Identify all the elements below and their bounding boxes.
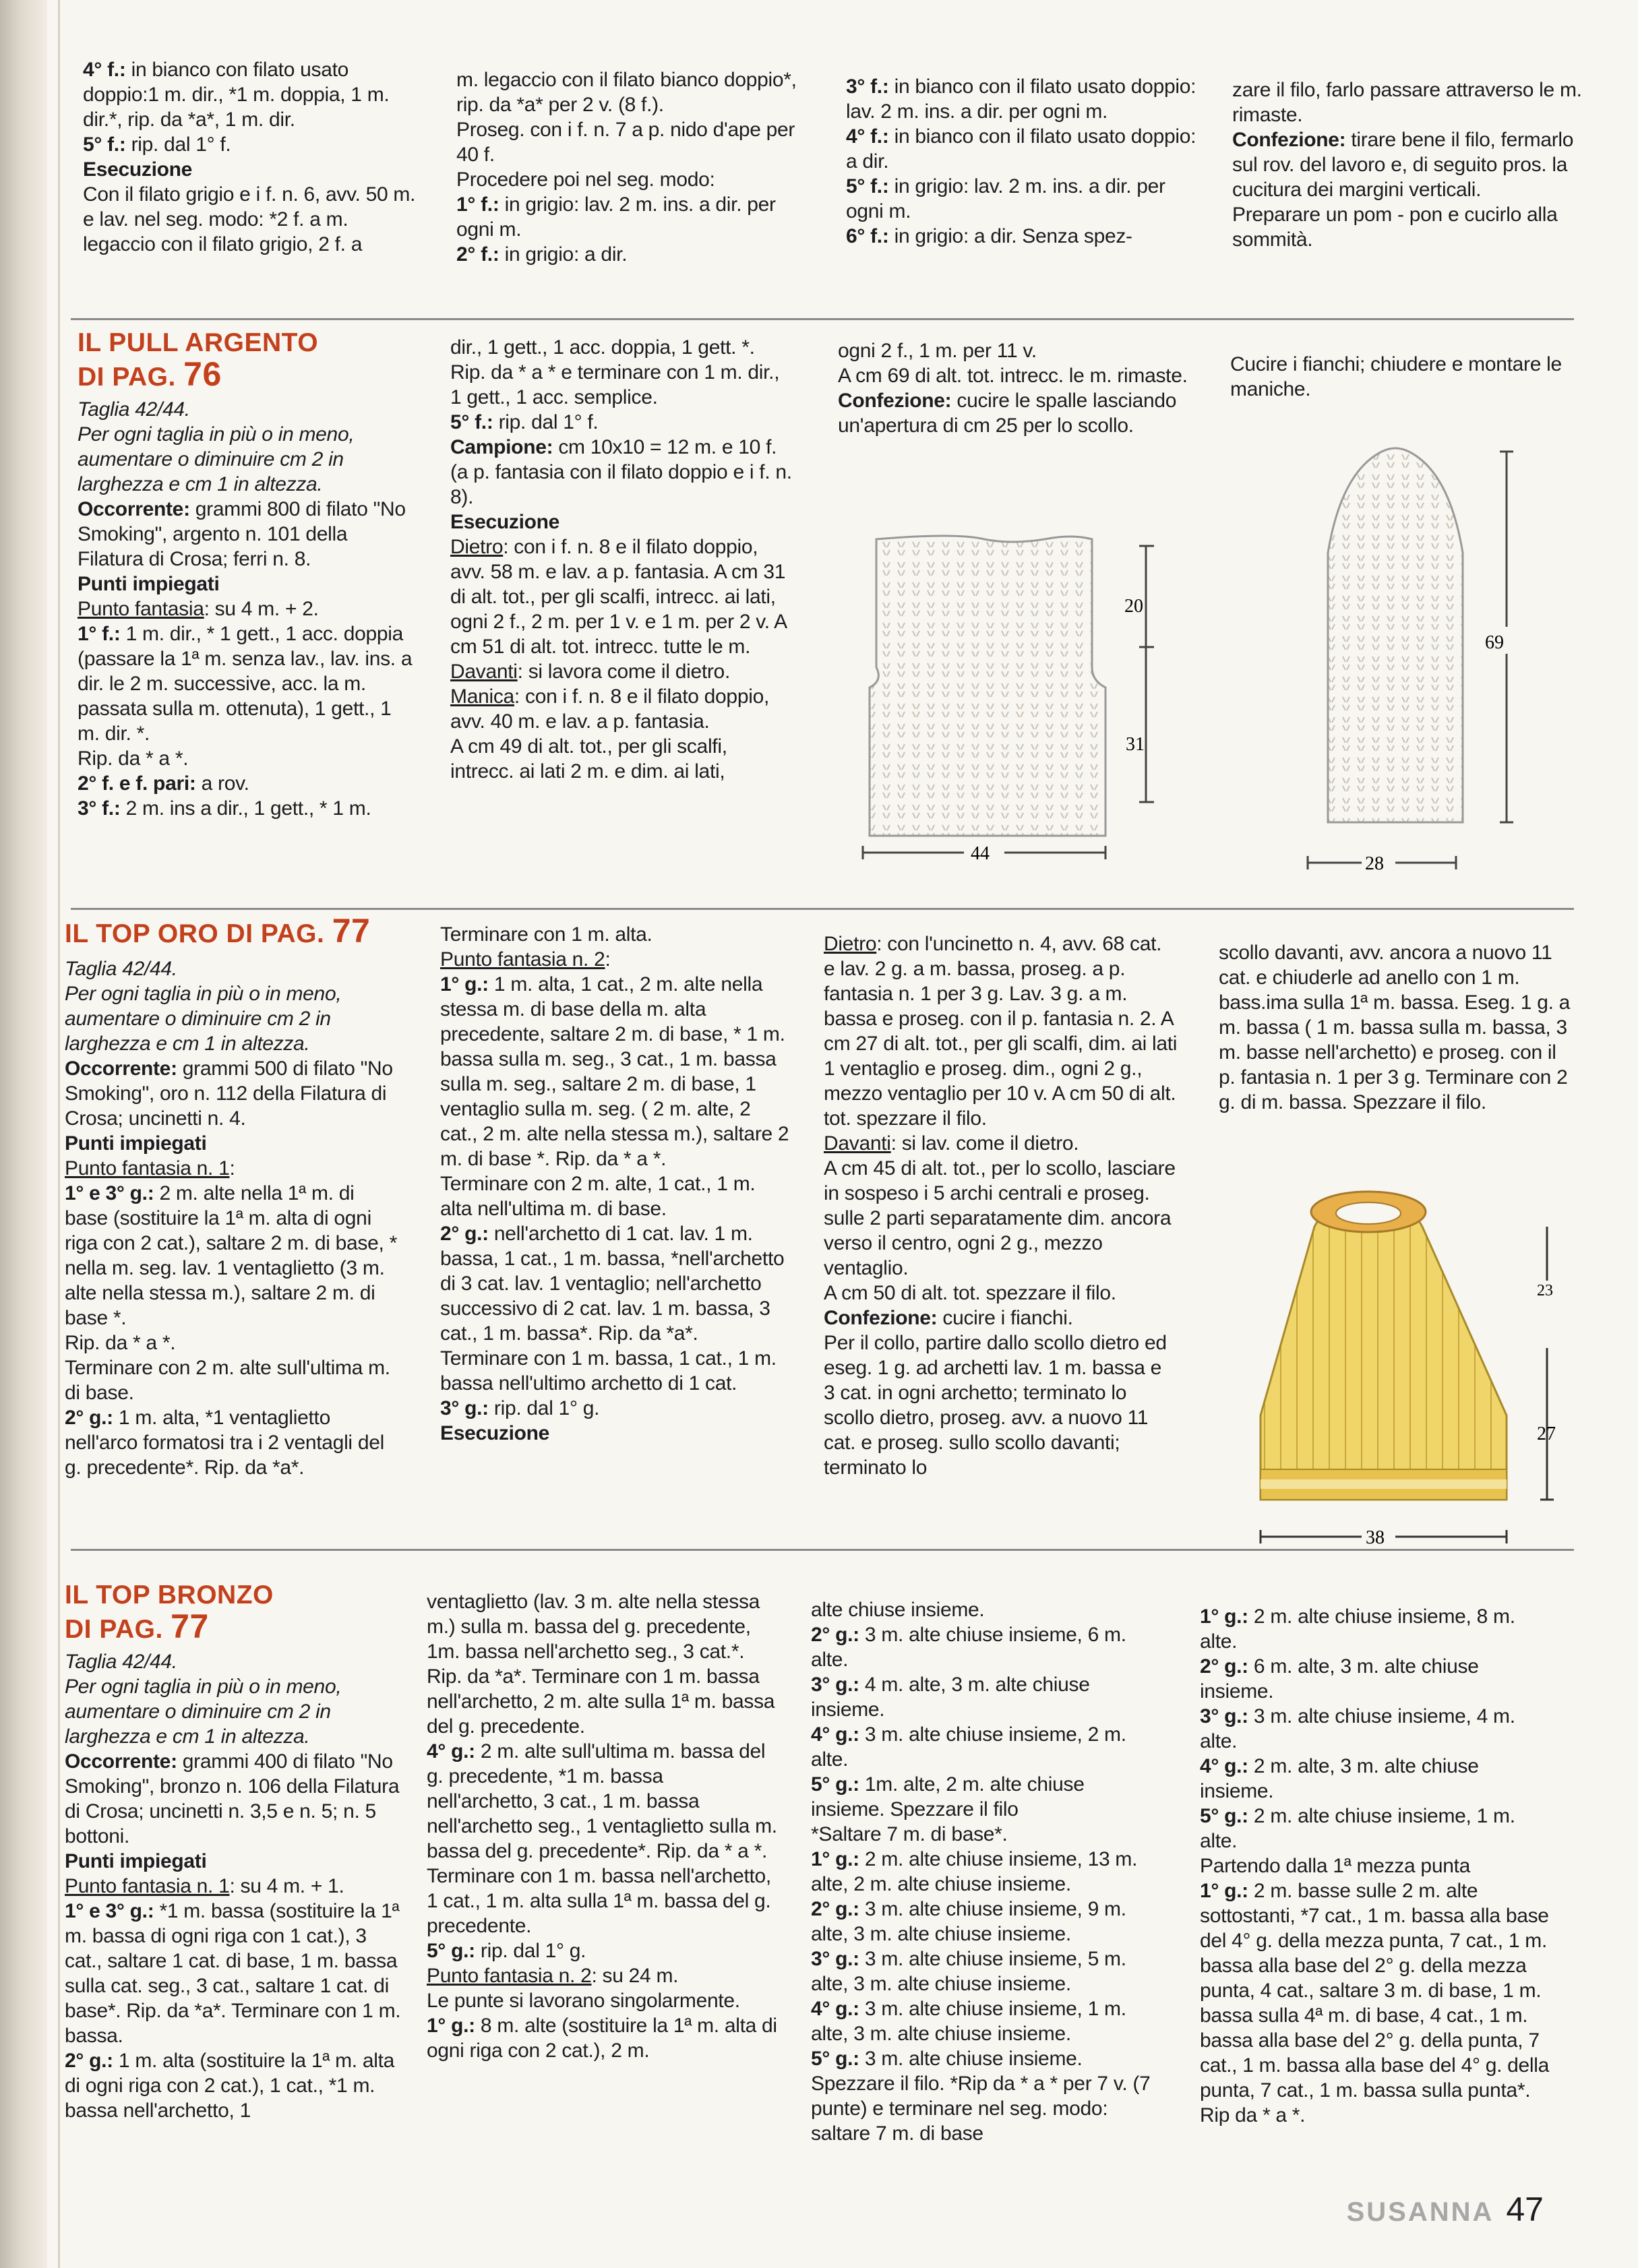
text-run: Per ogni taglia in più o in meno, aumentare o diminuire cm 2 in larghezza e cm 1 in altezza.: [78, 423, 355, 495]
paragraph: [811, 1772, 1161, 1822]
text-run: in grigio: a dir. Senza spez-: [888, 225, 1132, 247]
text-run: rip. dal 1° f.: [493, 411, 599, 433]
bold-label: 1° g.:: [427, 2015, 475, 2037]
text-run: Le punte si lavorano singolarmente.: [427, 1990, 740, 2012]
bold-label: 3° g.:: [811, 1948, 859, 1970]
text-run: 3 m. alte chiuse insieme, 1 m. alte, 3 m. alte chiuse insieme.: [811, 1998, 1126, 2045]
text-run: A cm 45 di alt. tot., per lo scollo, lasciare in sospeso i 5 archi centrali e proseg. sulle 2 parti separatamente dim. ancora verso il centro, ogni 2 g., mezzo ventaglio.: [824, 1157, 1176, 1279]
bold-label: Punti impiegati: [78, 573, 220, 595]
bold-label: Esecuzione: [83, 158, 193, 181]
paragraph: [846, 74, 1196, 124]
s1-title: IL PULL ARGENTO: [78, 328, 319, 357]
bold-label: Esecuzione: [450, 511, 560, 533]
fig1-width: 44: [971, 843, 990, 864]
paragraph: [65, 1156, 402, 1181]
text-run: A cm 69 di alt. tot. intrecc. le m. rimaste.: [838, 365, 1188, 387]
text-run: tirare bene il filo, fermarlo sul rov. del lavoro e, di seguito pros. la cucitura dei margini verticali.: [1232, 129, 1574, 201]
text-run: Cucire i fianchi; chiudere e montare le maniche.: [1230, 353, 1562, 400]
paragraph: [811, 1847, 1161, 1897]
text-run: : su 24 m.: [591, 1965, 679, 1987]
underlined-label: Punto fantasia n. 2: [440, 948, 605, 971]
text-run: 2 m. alte chiuse insieme, 8 m. alte.: [1200, 1605, 1515, 1653]
text-run: 3 m. alte chiuse insieme, 5 m. alte, 3 m. alte chiuse insieme.: [811, 1948, 1126, 1995]
text-run: Preparare un pom - pon e cucirlo alla sommità.: [1232, 204, 1558, 251]
paragraph: [78, 497, 415, 572]
bold-label: 1° g.:: [811, 1848, 859, 1870]
paragraph: [65, 1849, 402, 1874]
text-run: a rov.: [195, 772, 249, 795]
paragraph: [65, 1649, 402, 1674]
text-run: *1 m. bassa (sostituire la 1ª m. bassa di ogni riga con 1 cat.), 3 cat., saltare 1 cat. di base, 1 m. bassa sulla cat. seg., 3 cat., saltare 1 cat. di base*. Rip. da *a*. Terminare con 1 m. bassa.: [65, 1900, 401, 2047]
top-oro-schematic: [1240, 1186, 1577, 1577]
fig3-height-bottom: 27: [1537, 1423, 1556, 1444]
s1-col-3: [838, 338, 1192, 438]
text-run: nell'archetto di 1 cat. lav. 1 m. bassa, 1 cat., 1 m. bassa, *nell'archetto di 3 cat. lav. 1 ventaglio; nell'archetto successivo di 2 cat. lav. 1 m. bassa, 3 cat., 1 m. bassa*. Rip. da *a*. Terminare con 1 m. bassa, 1 cat., 1 m. bassa nell'ultimo archetto di 1 cat.: [440, 1223, 785, 1394]
text-run: 4 m. alte, 3 m. alte chiuse insieme.: [811, 1674, 1090, 1721]
text-run: 6 m. alte, 3 m. alte chiuse insieme.: [1200, 1655, 1479, 1703]
bold-label: 2° g.:: [440, 1223, 489, 1245]
paragraph: [846, 224, 1196, 249]
paragraph: [440, 1421, 791, 1446]
section-divider: [71, 908, 1574, 910]
paragraph: [65, 1674, 402, 1749]
paragraph: [1219, 940, 1573, 1115]
paragraph: [65, 1355, 402, 1405]
underlined-label: Davanti: [450, 661, 518, 683]
paragraph: [65, 1131, 402, 1156]
bold-label: Campione:: [450, 436, 553, 458]
text-run: Per il collo, partire dallo scollo dietro ed eseg. 1 g. ad archetti lav. 1 m. bassa e 3 cat. in ogni archetto; terminato lo scollo dietro, proseg. avv. a nuovo 11 cat. e proseg. sullo scollo davanti; terminato lo: [824, 1332, 1167, 1479]
paragraph: [1232, 202, 1584, 252]
text-run: :: [605, 948, 611, 971]
text-run: in bianco con filato usato doppio:1 m. dir., *1 m. doppia, 1 m. dir.*, rip. da *a*, 1 m. dir.: [83, 59, 390, 131]
text-run: Taglia 42/44.: [65, 958, 177, 980]
text-run: grammi 400 di filato "No Smoking", bronzo n. 106 della Filatura di Crosa; uncinetti n. 3,5 e n. 5; n. 5 bottoni.: [65, 1750, 400, 1847]
paragraph: [456, 117, 809, 167]
text-run: ogni 2 f., 1 m. per 11 v.: [838, 340, 1037, 362]
paragraph: [78, 596, 415, 621]
s1-col-1: [78, 327, 415, 821]
s2-heading: [65, 912, 402, 950]
text-run: Partendo dalla 1ª mezza punta: [1200, 1855, 1471, 1877]
text-run: grammi 500 di filato "No Smoking", oro n. 112 della Filatura di Crosa; uncinetti n. 4.: [65, 1058, 393, 1130]
bold-label: Occorrente:: [78, 498, 190, 520]
s2-col-4: [1219, 940, 1573, 1115]
underlined-label: Dietro: [824, 933, 877, 955]
pull-sleeve-schematic: [1294, 431, 1591, 890]
paragraph: [1232, 78, 1584, 127]
paragraph: [65, 1330, 402, 1355]
text-run: in grigio: lav. 2 m. ins. a dir. per ogni m.: [846, 175, 1165, 222]
text-run: 2 m. alte sull'ultima m. bassa del g. precedente, *1 m. bassa nell'archetto, 3 cat., 1 m. bassa nell'archetto seg., 1 ventaglietto sulla m. bassa del g. precedente*. Rip. da * a *.: [427, 1740, 777, 1862]
paragraph: [65, 1874, 402, 1899]
paragraph: [1200, 1878, 1554, 2128]
paragraph: [427, 2013, 777, 2063]
underlined-label: Punto fantasia: [78, 598, 204, 620]
bold-label: 1° g.:: [1200, 1605, 1248, 1628]
paragraph: [456, 67, 809, 117]
bold-label: 1° g.:: [440, 973, 489, 995]
text-run: Per ogni taglia in più o in meno, aumentare o diminuire cm 2 in larghezza e cm 1 in altezza.: [65, 1676, 342, 1748]
text-run: : su 4 m. + 1.: [229, 1875, 344, 1897]
text-run: alte chiuse insieme.: [811, 1599, 985, 1621]
text-run: A cm 49 di alt. tot., per gli scalfi, intrecc. ai lati 2 m. e dim. ai lati,: [450, 735, 727, 783]
text-run: 2 m. alte chiuse insieme, 13 m. alte, 2 m. alte chiuse insieme.: [811, 1848, 1138, 1895]
bold-label: 1° f.:: [456, 193, 499, 216]
text-run: : su 4 m. + 2.: [204, 598, 319, 620]
bold-label: Punti impiegati: [65, 1850, 207, 1872]
text-run: 2 m. alte, 3 m. alte chiuse insieme.: [1200, 1755, 1479, 1802]
bold-label: 2° f. e f. pari:: [78, 772, 196, 795]
paragraph: [78, 746, 415, 771]
paragraph: [440, 1396, 791, 1421]
page-binding-shadow: [0, 0, 47, 2268]
s2-title-page: 77: [332, 912, 371, 950]
paragraph: [65, 1405, 402, 1480]
paragraph: [824, 1131, 1178, 1156]
paragraph: [811, 1822, 1161, 1847]
paragraph: [1200, 1704, 1554, 1754]
text-run: Terminare con 1 m. alta.: [440, 923, 653, 946]
paragraph: [824, 1306, 1178, 1330]
top-col-1: [83, 57, 420, 257]
bold-label: 4° f.:: [83, 59, 126, 81]
text-run: 2 m. ins a dir., 1 gett., * 1 m.: [120, 797, 371, 820]
underlined-label: Punto fantasia n. 2: [427, 1965, 592, 1987]
paragraph: [450, 684, 794, 734]
section-divider: [71, 318, 1574, 320]
bold-label: 3° g.:: [811, 1674, 859, 1696]
paragraph: [1200, 1804, 1554, 1853]
paragraph: [824, 931, 1178, 1131]
s1-text-1: [78, 397, 415, 821]
s1-title-prefix: DI PAG.: [78, 363, 176, 392]
bold-label: 2° g.:: [65, 2050, 113, 2072]
paragraph: [440, 1171, 791, 1221]
bold-label: Punti impiegati: [65, 1132, 207, 1155]
paragraph: [440, 922, 791, 947]
paragraph: [78, 397, 415, 422]
bold-label: 5° g.:: [427, 1940, 475, 1962]
s1-col-4: [1230, 352, 1581, 402]
paragraph: [450, 410, 794, 435]
text-run: :: [229, 1157, 235, 1179]
paragraph: [65, 956, 402, 981]
text-run: m. legaccio con il filato bianco doppio*, rip. da *a* per 2 v. (8 f.).: [456, 69, 797, 116]
s3-title-page: 77: [171, 1607, 209, 1645]
paragraph: [811, 1672, 1161, 1722]
bold-label: 6° f.:: [846, 225, 889, 247]
text-run: 2 m. alte nella 1ª m. di base (sostituire la 1ª m. alta di ogni riga con 2 cat.), saltare 2 m. di base, * nella m. seg. lav. 1 ventaglietto (3 m. alte nella stessa m.), saltare 2 m. di base *.: [65, 1182, 397, 1329]
paragraph: [78, 572, 415, 596]
text-run: Taglia 42/44.: [78, 398, 190, 421]
top-col-3: [846, 74, 1196, 249]
s1-title-page: 76: [183, 355, 222, 393]
paragraph: [450, 510, 794, 534]
paragraph: [65, 1181, 402, 1330]
text-run: 3 m. alte chiuse insieme, 9 m. alte, 3 m. alte chiuse insieme.: [811, 1898, 1126, 1945]
underlined-label: Punto fantasia n. 1: [65, 1875, 230, 1897]
magazine-brand: SUSANNA: [1346, 2197, 1494, 2227]
text-run: Per ogni taglia in più o in meno, aumentare o diminuire cm 2 in larghezza e cm 1 in altezza.: [65, 983, 342, 1055]
bold-label: 4° g.:: [811, 1723, 859, 1746]
underlined-label: Dietro: [450, 536, 504, 558]
paragraph: [83, 57, 420, 132]
text-run: A cm 50 di alt. tot. spezzare il filo.: [824, 1282, 1116, 1304]
s3-col-2: [427, 1589, 777, 2063]
paragraph: [78, 422, 415, 497]
s2-col-1: [65, 912, 402, 1480]
paragraph: [838, 363, 1192, 388]
text-run: grammi 800 di filato "No Smoking", argento n. 101 della Filatura di Crosa; ferri n. 8.: [78, 498, 406, 570]
s2-text-1: [65, 956, 402, 1480]
paragraph: [1200, 1754, 1554, 1804]
paragraph: [65, 1899, 402, 2048]
text-run: Proseg. con i f. n. 7 a p. nido d'ape per 40 f.: [456, 119, 795, 166]
paragraph: [824, 1281, 1178, 1306]
paragraph: [456, 242, 809, 267]
text-run: cucire le spalle lasciando un'apertura di cm 25 per lo scollo.: [838, 390, 1177, 437]
bold-label: 1° g.:: [1200, 1880, 1248, 1902]
text-run: *Saltare 7 m. di base*.: [811, 1823, 1008, 1845]
text-run: 3 m. alte chiuse insieme. Spezzare il filo. *Rip da * a * per 7 v. (7 punte) e terminare nel seg. modo: saltare 7 m. di base: [811, 2048, 1151, 2145]
fig1-height-bottom: 31: [1126, 734, 1145, 755]
pull-body-schematic: [849, 519, 1213, 883]
paragraph: [427, 1963, 777, 1988]
bold-label: 5° f.:: [83, 133, 126, 156]
s3-title-prefix: DI PAG.: [65, 1615, 163, 1644]
text-run: Rip. da * a *.: [65, 1332, 176, 1354]
bold-label: 3° f.:: [846, 75, 889, 98]
bold-label: 1° e 3° g.:: [65, 1900, 154, 1922]
text-run: 1 m. alta (sostituire la 1ª m. alta di ogni riga con 2 cat.), 1 cat., *1 m. bassa nell'archetto, 1: [65, 2050, 395, 2122]
s2-col-2: [440, 922, 791, 1446]
bold-label: 4° g.:: [427, 1740, 475, 1763]
s3-heading: [65, 1579, 402, 1645]
bold-label: 2° g.:: [811, 1624, 859, 1646]
paragraph: [65, 2048, 402, 2123]
s2-col-3: [824, 931, 1178, 1480]
bold-label: 5° f.:: [450, 411, 493, 433]
text-run: cm 10x10 = 12 m. e 10 f. (a p. fantasia con il filato doppio e i f. n. 8).: [450, 436, 792, 508]
underlined-label: Davanti: [824, 1132, 891, 1155]
paragraph: [450, 335, 794, 410]
paragraph: [427, 1589, 777, 1739]
paragraph: [78, 621, 415, 746]
text-run: ventaglietto (lav. 3 m. alte nella stessa m.) sulla m. bassa del g. precedente, 1m. bassa nell'archetto seg., 3 cat.*. Rip. da *a*. Terminare con 1 m. bassa nell'archetto, 2 m. alte sulla 1ª m. bassa del g. precedente.: [427, 1591, 775, 1738]
bold-label: 1° e 3° g.:: [65, 1182, 154, 1204]
s1-col-2: [450, 335, 794, 784]
text-run: 8 m. alte (sostituire la 1ª m. alta di ogni riga con 2 cat.), 2 m.: [427, 2015, 777, 2062]
paragraph: [811, 1622, 1161, 1672]
bold-label: 2° g.:: [811, 1898, 859, 1920]
paragraph: [427, 1864, 777, 1938]
bold-label: 4° f.:: [846, 125, 889, 148]
paragraph: [1200, 1853, 1554, 1878]
paragraph: [440, 947, 791, 972]
underlined-label: Manica: [450, 685, 514, 708]
paragraph: [65, 1749, 402, 1849]
text-run: zare il filo, farlo passare attraverso le m. rimaste.: [1232, 79, 1582, 126]
text-run: : si lav. come il dietro.: [890, 1132, 1079, 1155]
bold-label: 3° f.:: [78, 797, 121, 820]
text-run: Terminare con 2 m. alte, 1 cat., 1 m. alta nell'ultima m. di base.: [440, 1173, 756, 1220]
text-run: 1m. alte, 2 m. alte chiuse insieme. Spezzare il filo: [811, 1773, 1085, 1820]
text-run: in bianco con il filato usato doppio: a dir.: [846, 125, 1196, 173]
paragraph: [811, 1947, 1161, 1996]
fig3-width: 38: [1366, 1527, 1385, 1548]
underlined-label: Punto fantasia n. 1: [65, 1157, 230, 1179]
s3-text-1: [65, 1649, 402, 2123]
paragraph: [427, 1938, 777, 1963]
text-run: 2 m. alte chiuse insieme, 1 m. alte.: [1200, 1805, 1515, 1852]
bold-label: 1° f.:: [78, 623, 121, 645]
bold-label: 3° g.:: [440, 1397, 489, 1419]
s3-col-4: [1200, 1604, 1554, 2128]
text-run: : con l'uncinetto n. 4, avv. 68 cat. e lav. 2 g. a m. bassa, proseg. a p. fantasia n. 1 per 3 g. Lav. 3 g. a m. bassa e proseg. con il p. fantasia n. 2. A cm 27 di alt. tot., per gli scalfi, dim. ai lati 1 ventaglio e proseg. dim., ogni 2 g., mezzo ventaglio per 10 v. A cm 50 di alt. tot. spezzare il filo.: [824, 933, 1178, 1130]
top-col-2: [456, 67, 809, 267]
paragraph: [838, 338, 1192, 363]
text-run: 3 m. alte chiuse insieme, 6 m. alte.: [811, 1624, 1126, 1671]
text-run: rip. dal 1° f.: [125, 133, 231, 156]
bold-label: 5° f.:: [846, 175, 889, 197]
text-run: 1 m. dir., * 1 gett., 1 acc. doppia (passare la 1ª m. senza lav., lav. ins. a dir. le 2 m. successive, acc. la m. passata sulla m. ottenuta), 1 gett., 1 m. dir. *.: [78, 623, 413, 745]
paragraph: [78, 796, 415, 821]
s2-title: IL TOP ORO DI PAG.: [65, 919, 325, 948]
paragraph: [83, 182, 420, 257]
fig2-height: 69: [1485, 632, 1504, 653]
text-run: rip. dal 1° g.: [475, 1940, 586, 1962]
bold-label: 5° g.:: [811, 2048, 859, 2070]
bold-label: 3° g.:: [1200, 1705, 1248, 1727]
fig3-height-top: 23: [1537, 1282, 1553, 1299]
text-run: Terminare con 2 m. alte sull'ultima m. di base.: [65, 1357, 390, 1404]
page-footer: [1347, 2190, 1544, 2229]
paragraph: [450, 435, 794, 510]
bold-label: 2° f.:: [456, 243, 499, 266]
text-run: Rip. da * a *.: [78, 747, 189, 770]
bold-label: 5° g.:: [1200, 1805, 1248, 1827]
top-col-4: [1232, 78, 1584, 252]
paragraph: [846, 174, 1196, 224]
paragraph: [1200, 1654, 1554, 1704]
paragraph: [427, 1988, 777, 2013]
paragraph: [1232, 127, 1584, 202]
fig2-width: 28: [1365, 853, 1384, 874]
bold-label: 4° g.:: [811, 1998, 859, 2020]
text-run: Procedere poi nel seg. modo:: [456, 168, 715, 191]
paragraph: [65, 1056, 402, 1131]
bold-label: 4° g.:: [1200, 1755, 1248, 1777]
paragraph: [846, 124, 1196, 174]
page-number: 47: [1506, 2190, 1544, 2228]
paragraph: [450, 534, 794, 659]
text-run: : si lavora come il dietro.: [517, 661, 730, 683]
paragraph: [78, 771, 415, 796]
paragraph: [811, 2046, 1161, 2146]
bold-label: 2° g.:: [1200, 1655, 1248, 1678]
paragraph: [456, 192, 809, 242]
s1-heading: [78, 327, 415, 393]
paragraph: [83, 157, 420, 182]
text-run: in grigio: a dir.: [499, 243, 628, 266]
text-run: Terminare con 1 m. bassa nell'archetto, 1 cat., 1 m. alta sulla 1ª m. bassa del g. precedente.: [427, 1865, 771, 1937]
paragraph: [440, 972, 791, 1171]
binding-edge: [58, 0, 60, 2268]
text-run: in bianco con il filato usato doppio: lav. 2 m. ins. a dir. per ogni m.: [846, 75, 1196, 123]
paragraph: [427, 1739, 777, 1864]
text-run: 1 m. alta, *1 ventaglietto nell'arco formatosi tra i 2 ventagli del g. precedente*. Rip. da *a*.: [65, 1407, 384, 1479]
paragraph: [824, 1330, 1178, 1480]
text-run: : con i f. n. 8 e il filato doppio, avv. 40 m. e lav. a p. fantasia.: [450, 685, 769, 733]
paragraph: [811, 1597, 1161, 1622]
bold-label: Confezione:: [824, 1307, 938, 1329]
paragraph: [838, 388, 1192, 438]
paragraph: [811, 1996, 1161, 2046]
bold-label: Confezione:: [1232, 129, 1346, 151]
text-run: Taglia 42/44.: [65, 1651, 177, 1673]
paragraph: [65, 981, 402, 1056]
bold-label: Occorrente:: [65, 1750, 177, 1773]
text-run: : con i f. n. 8 e il filato doppio, avv. 58 m. e lav. a p. fantasia. A cm 31 di alt. tot., per gli scalfi, intrecc. ai lati, ogni 2 f., 2 m. per 1 v. e 1 m. per 2 v. A cm 51 di alt. tot. intrecc. tutte le m.: [450, 536, 787, 658]
bold-label: Esecuzione: [440, 1422, 550, 1444]
paragraph: [1200, 1604, 1554, 1654]
text-run: cucire i fianchi.: [937, 1307, 1073, 1329]
bold-label: 2° g.:: [65, 1407, 113, 1429]
text-run: Con il filato grigio e i f. n. 6, avv. 50 m. e lav. nel seg. modo: *2 f. a m. legaccio con il filato grigio, 2 f. a: [83, 183, 416, 255]
text-run: rip. dal 1° g.: [488, 1397, 600, 1419]
bold-label: 5° g.:: [811, 1773, 859, 1796]
bold-label: Occorrente:: [65, 1058, 177, 1080]
paragraph: [811, 1722, 1161, 1772]
text-run: in grigio: lav. 2 m. ins. a dir. per ogni m.: [456, 193, 776, 241]
paragraph: [811, 1897, 1161, 1947]
paragraph: [450, 659, 794, 684]
bold-label: Confezione:: [838, 390, 952, 412]
s3-col-1: [65, 1579, 402, 2123]
paragraph: [824, 1156, 1178, 1281]
s3-title: IL TOP BRONZO: [65, 1581, 274, 1610]
s3-col-3: [811, 1597, 1161, 2146]
text-run: dir., 1 gett., 1 acc. doppia, 1 gett. *. Rip. da * a * e terminare con 1 m. dir., 1 gett., 1 acc. semplice.: [450, 336, 780, 408]
paragraph: [83, 132, 420, 157]
paragraph: [1230, 352, 1581, 402]
text-run: scollo davanti, avv. ancora a nuovo 11 cat. e chiuderle ad anello con 1 m. bass.ima sulla 1ª m. bassa. Eseg. 1 g. a m. bassa ( 1 m. bassa sulla m. bassa, 3 m. basse nell'archetto) e proseg. con il p. fantasia n. 1 per 3 g. Terminare con 2 g. di m. bassa. Spezzare il filo.: [1219, 942, 1571, 1113]
text-run: 2 m. basse sulle 2 m. alte sottostanti, *7 cat., 1 m. bassa alla base del 4° g. della mezza punta, 7 cat., 1 m. bassa alla base del 2° g. della mezza punta, 4 cat., saltare 3 m. di base, 1 m. bassa sulla 4ª m. di base, 4 cat., 1 m. bassa alla base del 2° g. della punta, 7 cat., 1 m. bassa alla base del 4° g. della punta, 7 cat., 1 m. bassa sulla punta*. Rip da * a *.: [1200, 1880, 1550, 2126]
paragraph: [450, 734, 794, 784]
fig1-height-top: 20: [1124, 596, 1143, 617]
text-run: 3 m. alte chiuse insieme, 2 m. alte.: [811, 1723, 1126, 1771]
paragraph: [440, 1221, 791, 1396]
text-run: 3 m. alte chiuse insieme, 4 m. alte.: [1200, 1705, 1515, 1752]
section-divider: [71, 1549, 1574, 1551]
paragraph: [456, 167, 809, 192]
text-run: 1 m. alta, 1 cat., 2 m. alte nella stessa m. di base della m. alta precedente, saltare 2 m. di base, * 1 m. bassa sulla m. seg., 3 cat., 1 m. bassa sulla m. seg., saltare 2 m. di base, 1 ventaglio sulla m. seg. ( 2 m. alte, 2 cat., 2 m. alte nella stessa m.), saltare 2 m. di base *. Rip. da * a *.: [440, 973, 789, 1170]
